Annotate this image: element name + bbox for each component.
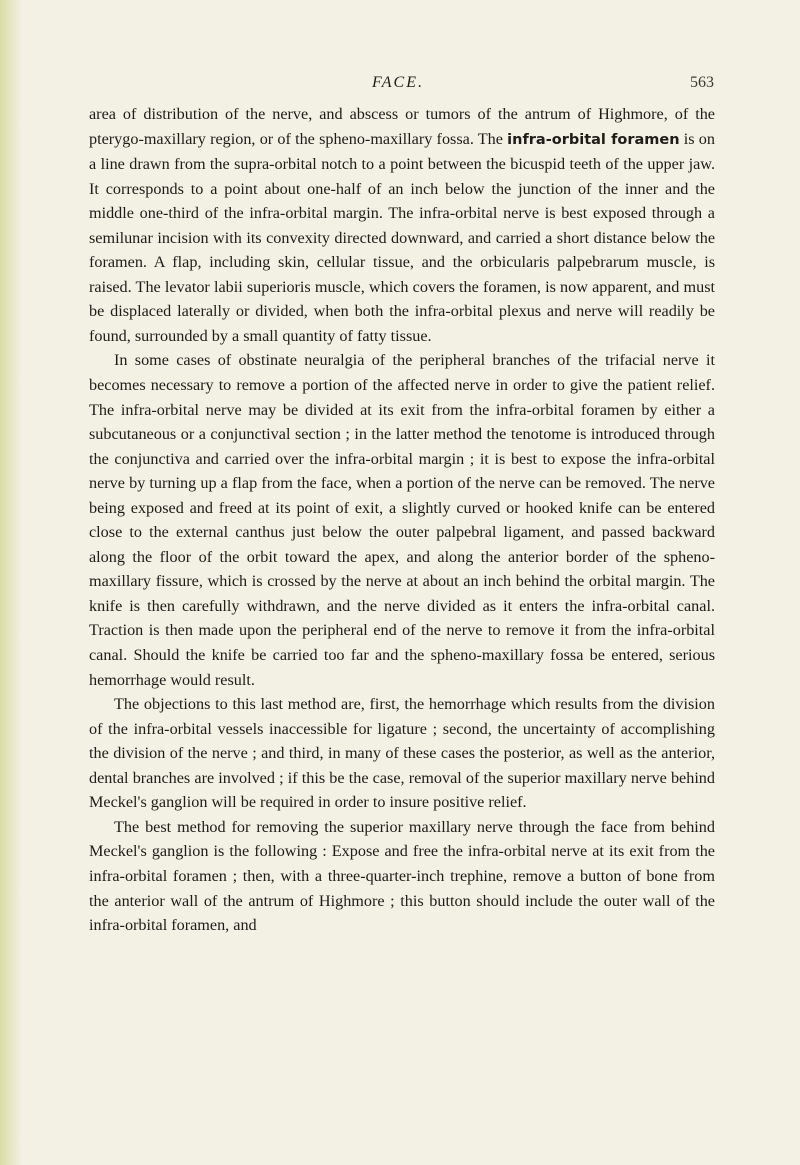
paragraph-1	[89, 102, 715, 348]
bold-term-infra-orbital-foramen: infra-orbital foramen	[507, 131, 680, 148]
body-text	[89, 102, 715, 938]
running-title: FACE.	[372, 74, 424, 91]
running-head	[0, 74, 800, 98]
paragraph-2: In some cases of obstinate neuralgia of the peripheral branches of the trifacial nerve it becomes necessary to remove a portion of the affected nerve in order to give the patient relief. The infra-orbital nerve may be divided at its exit from the infra-orbital foramen by either a subcutaneous or a conjunctival section ; in the latter method the tenotome is introduced through the conjunctiva and carried over the infra-orbital margin ; it is best to expose the infra-orbital nerve by turning up a flap from the face, when a portion of the nerve can be removed. The nerve being exposed and freed at its point of exit, a slightly curved or hooked knife can be entered close to the external canthus just below the outer palpebral ligament, and passed backward along the floor of the orbit toward the apex, and along the anterior border of the spheno-maxillary fissure, which is crossed by the nerve at about an inch behind the orbital margin. The knife is then carefully withdrawn, and the nerve divided as it enters the infra-orbital canal. Traction is then made upon the peripheral end of the nerve to remove it from the infra-orbital canal. Should the knife be carried too far and the spheno-maxillary fossa be entered, serious hemorrhage would result.	[89, 351, 715, 689]
paragraph-1-intro: area of distribution of the nerve, and abscess or tumors of the antrum of Highmore, of the pterygo-maxillary region, or of the spheno-maxillary fossa. The	[89, 105, 715, 148]
page-number: 563	[690, 74, 714, 91]
paragraph-3: The objections to this last method are, first, the hemorrhage which results from the division of the infra-orbital vessels inaccessible for ligature ; second, the uncertainty of accomplishing the division of the nerve ; and third, in many of these cases the posterior, as well as the anterior, dental branches are involved ; if this be the case, removal of the superior maxillary nerve behind Meckel's ganglion will be required in order to insure positive relief.	[89, 695, 715, 812]
paragraph-4: The best method for removing the superior maxillary nerve through the face from behind Meckel's ganglion is the following : Expose and free the infra-orbital nerve at its exit from the infra-orbital foramen ; then, with a three-quarter-inch trephine, remove a button of bone from the anterior wall of the antrum of Highmore ; this button should include the outer wall of the infra-orbital foramen, and	[89, 817, 715, 935]
page-edge-shadow	[0, 0, 22, 1165]
paragraph-1-rest: is on a line drawn from the supra-orbital notch to a point between the bicuspid teeth of the upper jaw. It corresponds to a point about one-half of an inch below the junction of the inner and the middle one-third of the infra-orbital margin. The infra-orbital nerve is best exposed through a semilunar incision with its convexity directed downward, and carried a short distance below the foramen. A flap, including skin, cellular tissue, and the orbicularis palpebrarum muscle, is raised. The levator labii superioris muscle, which covers the foramen, is now apparent, and must be displaced laterally or divided, when both the infra-orbital plexus and nerve will readily be found, surrounded by a small quantity of fatty tissue.	[89, 129, 715, 345]
